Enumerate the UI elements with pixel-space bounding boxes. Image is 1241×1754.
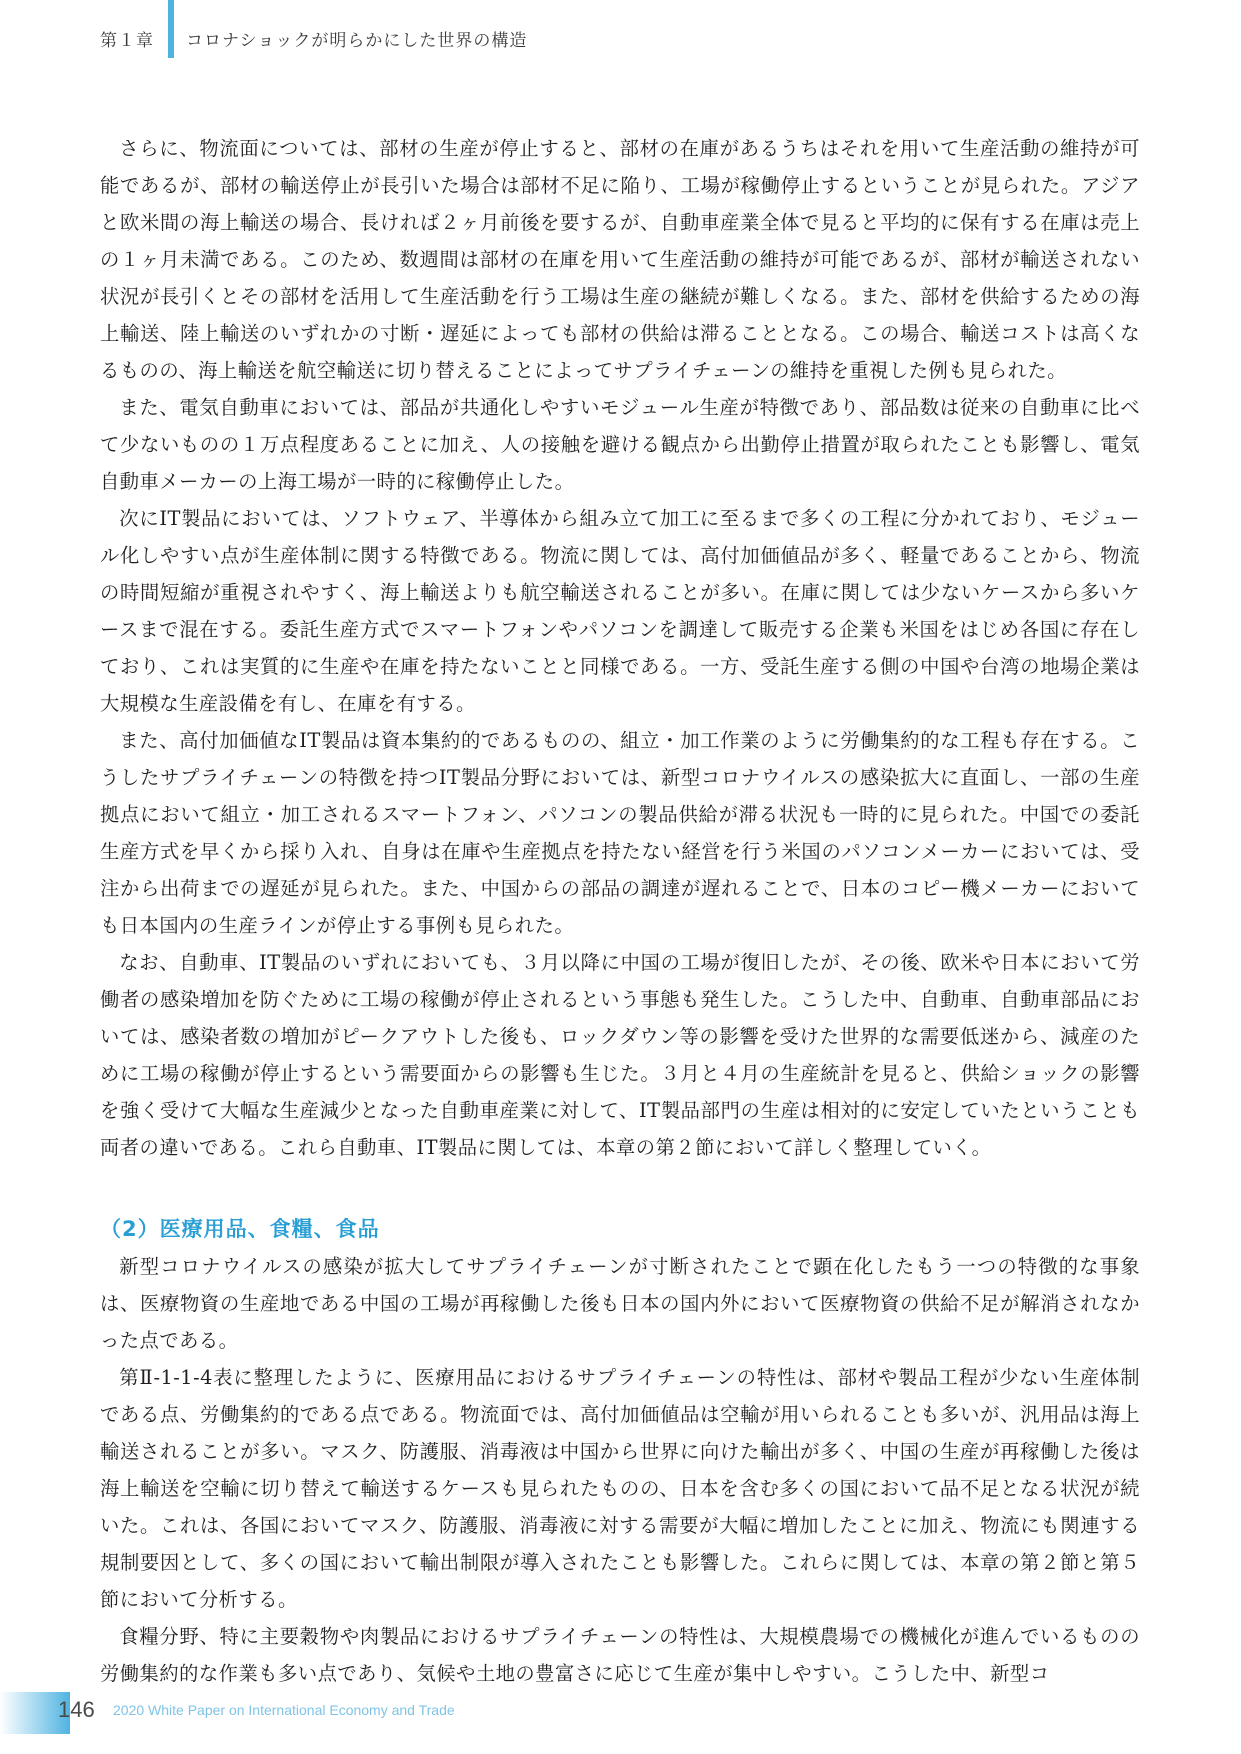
paragraph: 新型コロナウイルスの感染が拡大してサプライチェーンが寸断されたことで顕在化したもう一つの特徴的な事象は、医療物資の生産地である中国の工場が再稼働した後も日本の国内外において医療物資の供給不足が解消されなかった点である。 [100, 1255, 1140, 1352]
chapter-title: コロナショックが明らかにした世界の構造 [186, 31, 528, 51]
main-content [100, 130, 1140, 1692]
chapter-label: 第１章 [100, 31, 154, 51]
paragraph: なお、自動車、IT製品のいずれにおいても、３月以降に中国の工場が復旧したが、その後、欧米や日本において労働者の感染増加を防ぐために工場の稼働が停止されるという事態も発生した。こうした中、自動車、自動車部品においては、感染者数の増加がピークアウトした後も、ロックダウン等の影響を受けた世界的な需要低迷から、減産のために工場の稼働が停止するという需要面からの影響も生じた。３月と４月の生産統計を見ると、供給ショックの影響を強く受けて大幅な生産減少となった自動車産業に対して、IT製品部門の生産は相対的に安定していたということも両者の違いである。これら自動車、IT製品に関しては、本章の第２節において詳しく整理していく。 [100, 951, 1140, 1159]
paragraph: さらに、物流面については、部材の生産が停止すると、部材の在庫があるうちはそれを用いて生産活動の維持が可能であるが、部材の輸送停止が長引いた場合は部材不足に陥り、工場が稼働停止するということが見られた。アジアと欧米間の海上輸送の場合、長ければ２ヶ月前後を要するが、自動車産業全体で見ると平均的に保有する在庫は売上の１ヶ月未満である。このため、数週間は部材の在庫を用いて生産活動の維持が可能であるが、部材が輸送されない状況が長引くとその部材を活用して生産活動を行う工場は生産の継続が難しくなる。また、部材を供給するための海上輸送、陸上輸送のいずれかの寸断・遅延によっても部材の供給は滞ることとなる。この場合、輸送コストは高くなるものの、海上輸送を航空輸送に切り替えることによってサプライチェーンの維持を重視した例も見られた。 [100, 137, 1140, 382]
paragraph: 食糧分野、特に主要穀物や肉製品におけるサプライチェーンの特性は、大規模農場での機械化が進んでいるものの労働集約的な作業も多い点であり、気候や土地の豊富さに応じて生産が集中しやすい。こうした中、新型コ [100, 1625, 1140, 1685]
running-header [0, 0, 1241, 60]
page-number: 146 [58, 1697, 95, 1722]
header-accent-bar [168, 0, 174, 58]
paragraph: また、電気自動車においては、部品が共通化しやすいモジュール生産が特徴であり、部品数は従来の自動車に比べて少ないものの１万点程度あることに加え、人の接触を避ける観点から出勤停止措置が取られたことも影響し、電気自動車メーカーの上海工場が一時的に稼働停止した。 [100, 396, 1140, 493]
paragraph: また、高付加価値なIT製品は資本集約的であるものの、組立・加工作業のように労働集約的な工程も存在する。こうしたサプライチェーンの特徴を持つIT製品分野においては、新型コロナウイルスの感染拡大に直面し、一部の生産拠点において組立・加工されるスマートフォン、パソコンの製品供給が滞る状況も一時的に見られた。中国での委託生産方式を早くから採り入れ、自身は在庫や生産拠点を持たない経営を行う米国のパソコンメーカーにおいては、受注から出荷までの遅延が見られた。また、中国からの部品の調達が遅れることで、日本のコピー機メーカーにおいても日本国内の生産ラインが停止する事例も見られた。 [100, 729, 1140, 937]
paragraph: 次にIT製品においては、ソフトウェア、半導体から組み立て加工に至るまで多くの工程に分かれており、モジュール化しやすい点が生産体制に関する特徴である。物流に関しては、高付加価値品が多く、軽量であることから、物流の時間短縮が重視されやすく、海上輸送よりも航空輸送されることが多い。在庫に関しては少ないケースから多いケースまで混在する。委託生産方式でスマートフォンやパソコンを調達して販売する企業も米国をはじめ各国に存在しており、これは実質的に生産や在庫を持たないことと同様である。一方、受託生産する側の中国や台湾の地場企業は大規模な生産設備を有し、在庫を有する。 [100, 507, 1140, 715]
section-heading: （2）医療用品、食糧、食品 [100, 1217, 380, 1241]
publication-title: 2020 White Paper on International Economy and Trade [113, 1702, 455, 1718]
paragraph: 第Ⅱ-1-1-4表に整理したように、医療用品におけるサプライチェーンの特性は、部材や製品工程が少ない生産体制である点、労働集約的である点である。物流面では、高付加価値品は空輸が用いられることも多いが、汎用品は海上輸送されることが多い。マスク、防護服、消毒液は中国から世界に向けた輸出が多く、中国の生産が再稼働した後は海上輸送を空輸に切り替えて輸送するケースも見られたものの、日本を含む多くの国において品不足となる状況が続いた。これは、各国においてマスク、防護服、消毒液に対する需要が大幅に増加したことに加え、物流にも関連する規制要因として、多くの国において輸出制限が導入されたことも影響した。これらに関しては、本章の第２節と第５節において分析する。 [100, 1366, 1140, 1611]
